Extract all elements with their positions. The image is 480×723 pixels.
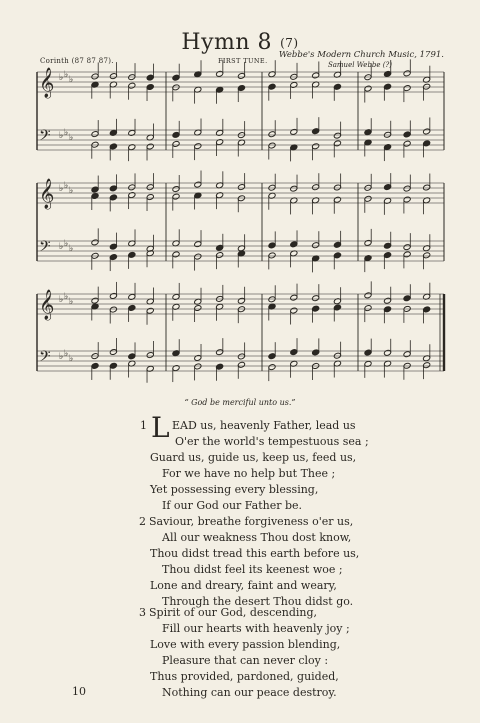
verse-line: Through the desert Thou didst go.: [162, 595, 354, 608]
verse-line: Saviour, breathe forgiveness o'er us,: [149, 515, 354, 528]
verse-line: Thou didst feel its keenest woe ;: [162, 563, 343, 576]
bass-clef-icon: 𝄢: [39, 238, 51, 259]
flat-icon: ♭: [64, 239, 69, 249]
flat-icon: ♭: [59, 352, 64, 362]
flat-icon: ♭: [69, 133, 74, 143]
hymn-title-text: Hymn 8: [181, 30, 273, 55]
verse-number: 1: [140, 419, 147, 432]
flat-icon: ♭: [59, 131, 64, 141]
verse-line: Lone and dreary, faint and weary,: [150, 579, 337, 592]
source-attribution: Webbe's Modern Church Music, 1791.: [278, 50, 444, 60]
flat-icon: ♭: [69, 244, 74, 254]
flat-icon: ♭: [64, 128, 69, 138]
treble-clef-icon: 𝄞: [39, 290, 55, 320]
verse-line: Nothing can our peace destroy.: [162, 686, 337, 699]
verse-line: O'er the world's tempestuous sea ;: [175, 435, 369, 448]
flat-icon: ♭: [59, 242, 64, 252]
flat-icon: ♭: [69, 297, 74, 307]
bass-clef-icon: 𝄢: [39, 127, 51, 148]
tune-label: FIRST TUNE.: [218, 57, 268, 65]
treble-clef-icon: 𝄞: [39, 179, 55, 209]
flat-icon: ♭: [64, 181, 69, 191]
flat-icon: ♭: [59, 184, 64, 194]
verse-line: For we have no help but Thee ;: [162, 467, 336, 480]
flat-icon: ♭: [69, 75, 74, 85]
verse-line: Thou didst tread this earth before us,: [150, 547, 360, 560]
verse-line: Spirit of our God, descending,: [149, 606, 318, 619]
verse-line: Pleasure that can never cloy :: [162, 654, 329, 667]
verse-line: Thus provided, pardoned, guided,: [150, 670, 339, 683]
flat-icon: ♭: [64, 70, 69, 80]
page-number: 10: [72, 685, 86, 698]
verse-line: If our God our Father be.: [162, 499, 303, 512]
flat-icon: ♭: [59, 73, 64, 83]
verse-line: Fill our hearts with heavenly joy ;: [162, 622, 350, 635]
composer-attribution: Samuel Webbe (?): [327, 61, 392, 69]
flat-icon: ♭: [64, 292, 69, 302]
verse-number: 3: [139, 606, 146, 619]
flat-icon: ♭: [64, 349, 69, 359]
tune-name: Corinth (87 87 87).: [40, 57, 114, 65]
epigraph: “ God be merciful unto us.”: [184, 398, 296, 407]
verse-line: All our weakness Thou dost know,: [162, 531, 352, 544]
flat-icon: ♭: [69, 354, 74, 364]
treble-clef-icon: 𝄞: [39, 68, 55, 98]
verse-line: EAD us, heavenly Father, lead us: [172, 419, 356, 432]
verse-line: Love with every passion blending,: [150, 638, 341, 651]
drop-cap: L: [151, 411, 170, 444]
verse-line: Guard us, guide us, keep us, feed us,: [150, 451, 357, 464]
bass-clef-icon: 𝄢: [39, 348, 51, 369]
flat-icon: ♭: [59, 295, 64, 305]
verse-number: 2: [139, 515, 146, 528]
flat-icon: ♭: [69, 186, 74, 196]
hymn-ref-number: (7): [280, 36, 299, 50]
verse-line: Yet possessing every blessing,: [150, 483, 319, 496]
